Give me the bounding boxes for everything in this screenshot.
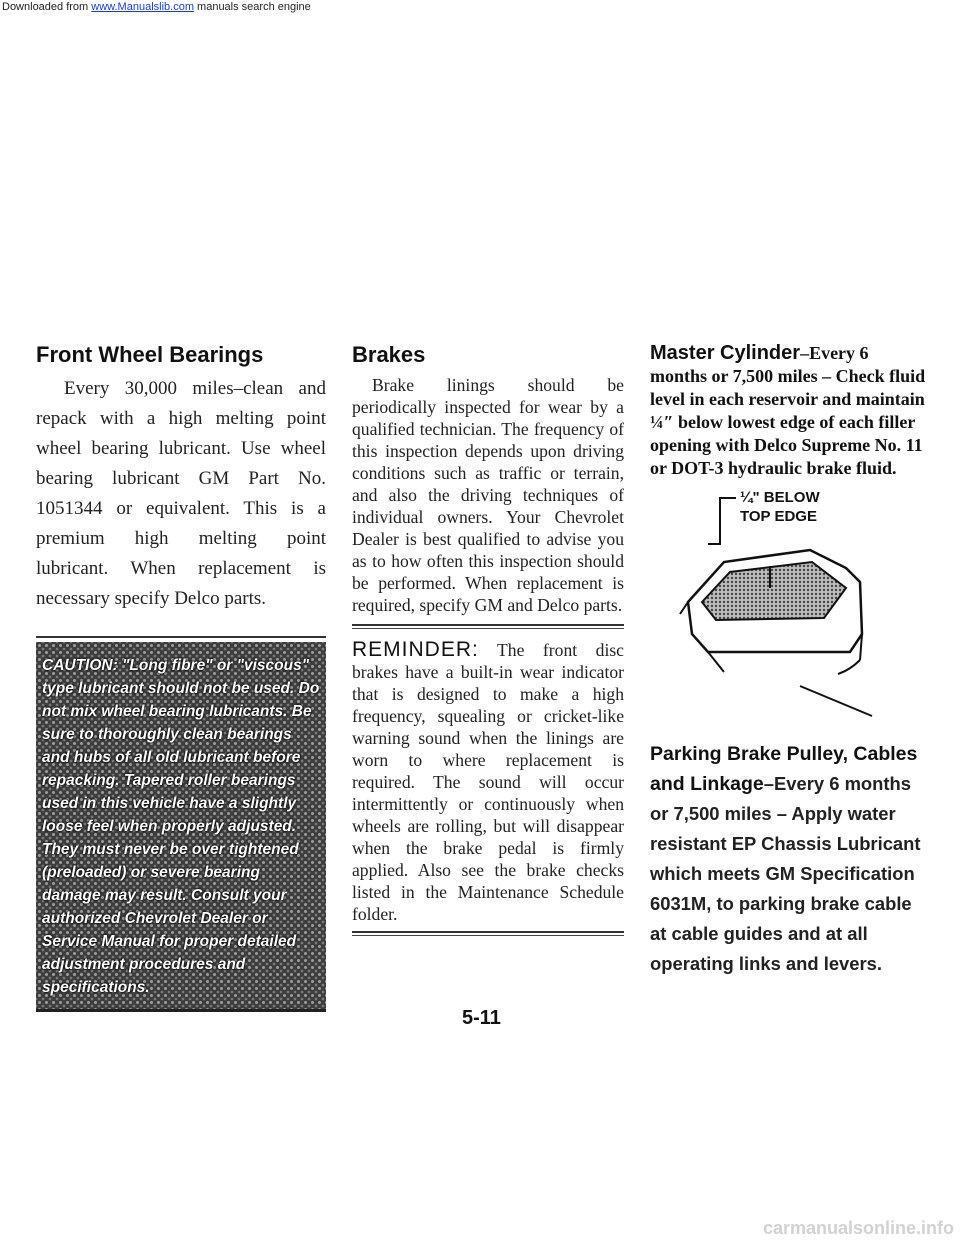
master-cylinder-section xyxy=(650,342,926,979)
caution-box xyxy=(36,642,326,1012)
watermark: carmanualsonline.info xyxy=(762,1218,954,1238)
page-number: 5-11 xyxy=(462,1007,501,1029)
caution-top-rule xyxy=(36,636,326,638)
front-wheel-bearings-title: Front Wheel Bearings xyxy=(36,342,264,367)
reminder-body: The front disc brakes have a built-in wear indicator that is designed to make a high frequency, squealing or cricket-like warning sound when the linings are worn to where replacement is required. The sound will occur intermittently or continuously when wheels are rolling, but will disappear when the brake pedal is firmly applied. Also see the brake checks listed in the Maintenance Schedule folder. xyxy=(352,640,624,924)
parking-brake-body: –Every 6 months or 7,500 miles – Apply water resistant EP Chassis Lubricant which meets GM Specification 6031M, to parking brake cable at cable guides and at all operating links and levers. xyxy=(650,773,921,974)
diagram-label-line1: ¼" BELOW xyxy=(740,489,820,506)
download-header xyxy=(0,0,960,14)
header-prefix: Downloaded from xyxy=(2,1,92,13)
manualslib-link[interactable]: www.Manualslib.com xyxy=(91,1,194,13)
brakes-rule xyxy=(352,624,624,626)
master-cylinder-body: –Every 6 months or 7,500 miles – Check fluid level in each reservoir and maintain ¼″ below lowest edge of each filler opening with Delco Supreme No. 11 or DOT-3 hydraulic brake fluid. xyxy=(650,343,926,478)
master-cylinder-diagram xyxy=(650,484,926,719)
brakes-body: Brake linings should be periodically inspected for wear by a qualified technician. The frequency of this inspection depends upon driving conditions such as traffic or terrain, and also the driving techniques of individual owners. Your Chevrolet Dealer is best qualified to advise you as to how often this inspection should be performed. When replacement is required, specify GM and Delco parts. xyxy=(352,375,624,615)
brakes-rule-thin xyxy=(352,628,624,629)
front-wheel-bearings-body: Every 30,000 miles–clean and repack with a high melting point wheel bearing lubricant. Use wheel bearing lubricant GM Part No. 1051344 or equivalent. This is a premium high melting point lubricant. When replacement is necessary specify Delco parts. xyxy=(36,378,326,609)
reminder-paragraph xyxy=(352,639,624,925)
front-wheel-bearings-section xyxy=(36,342,326,1012)
caution-text: CAUTION: "Long fibre" or "viscous" type lubricant should not be used. Do not mix wheel bearing lubricants. Be sure to thoroughly clean bearings and hubs of all old lubricant before repacking. Tapered roller bearings used in this vehicle have a slightly loose feel when properly adjusted. They must never be over tightened (preloaded) or severe bearing damage may result. Consult your authorized Chevrolet Dealer or Service Manual for proper detailed adjustment procedures and specifications. xyxy=(42,657,320,996)
reminder-bottom-rule xyxy=(352,931,624,933)
brakes-section xyxy=(352,342,624,936)
reminder-lead: REMINDER: xyxy=(352,638,479,661)
master-cylinder-title: Master Cylinder xyxy=(650,342,801,364)
header-suffix: manuals search engine xyxy=(193,1,311,13)
master-cylinder-paragraph xyxy=(650,342,926,480)
diagram-label xyxy=(740,488,820,526)
reminder-bottom-rule-thin xyxy=(352,935,624,936)
diagram-label-line2: TOP EDGE xyxy=(740,508,817,525)
parking-brake-paragraph xyxy=(650,739,926,979)
parking-brake-title: Parking Brake Pulley, Cables and Linkage xyxy=(650,743,918,795)
brakes-title: Brakes xyxy=(352,342,426,367)
